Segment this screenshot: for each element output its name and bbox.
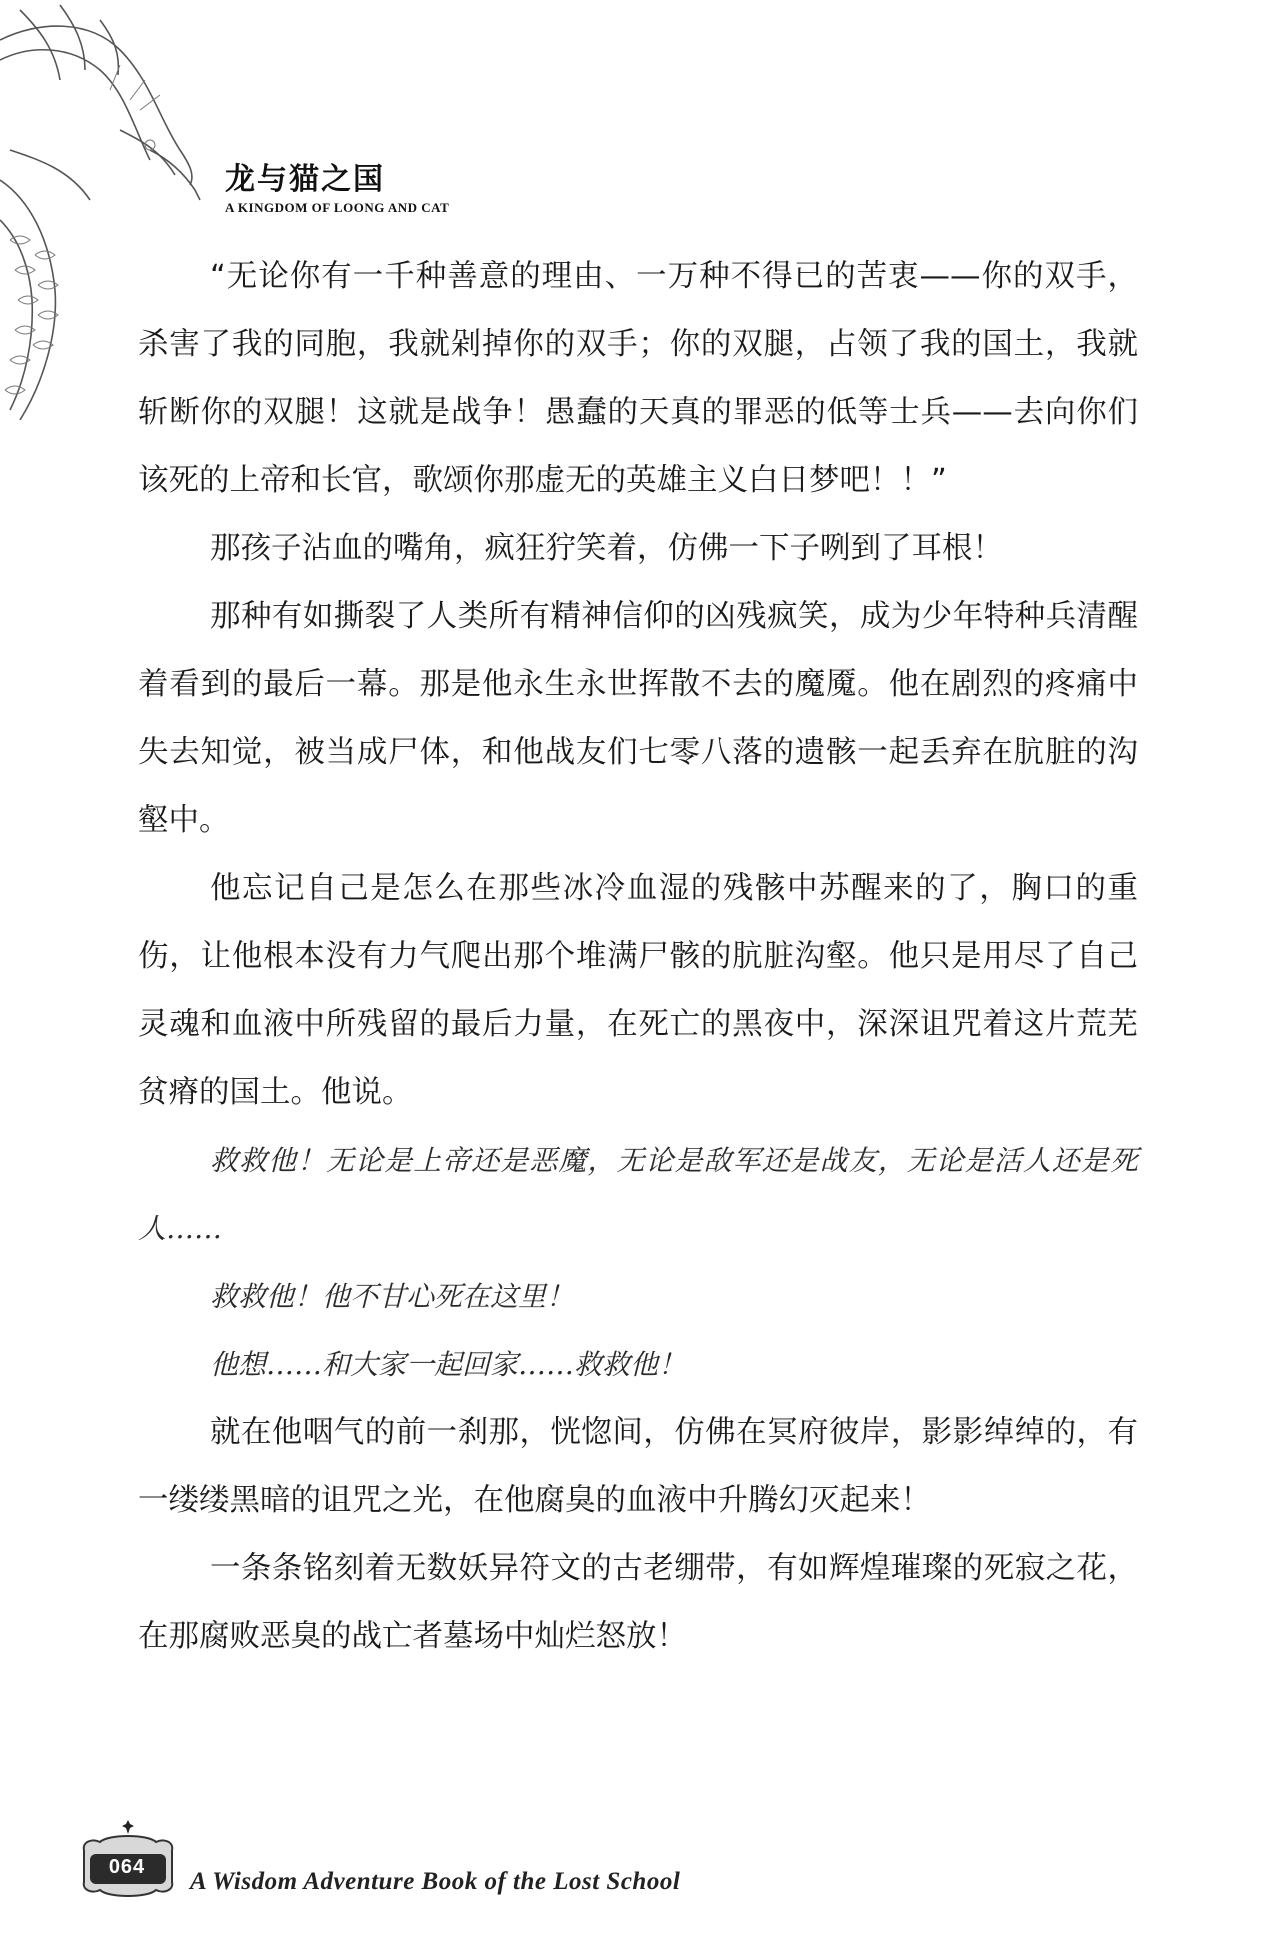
paragraph: 一条条铭刻着无数妖异符文的古老绷带，有如辉煌璀璨的死寂之花，在那腐败恶臭的战亡者墓场中灿烂怒放！ [138, 1551, 1138, 1654]
header-title-en: A KINGDOM OF LOONG AND CAT [225, 200, 450, 215]
italic-paragraph: 救救他！他不甘心死在这里！ [210, 1280, 575, 1313]
body-text [138, 243, 1138, 1671]
italic-paragraph: 救救他！无论是上帝还是恶魔，无论是敌军还是战友，无论是活人还是死人…… [138, 1144, 1138, 1245]
series-title: A Wisdom Adventure Book of the Lost School [190, 1868, 681, 1895]
paragraph: 那孩子沾血的嘴角，疯狂狞笑着，仿佛一下子咧到了耳根！ [210, 531, 1003, 566]
header-title-cn: 龙与猫之国 [225, 162, 385, 197]
paragraph: “无论你有一千种善意的理由、一万种不得已的苦衷——你的双手，杀害了我的同胞，我就剁掉你的双手；你的双腿，占领了我的国土，我就斩断你的双腿！这就是战争！愚蠢的天真的罪恶的低等士兵——去向你们该死的上帝和长官，歌颂你那虚无的英雄主义白日梦吧！！” [138, 259, 1138, 498]
italic-paragraph: 他想……和大家一起回家……救救他！ [210, 1348, 687, 1381]
paragraph: 就在他咽气的前一刹那，恍惚间，仿佛在冥府彼岸，影影绰绰的，有一缕缕黑暗的诅咒之光，在他腐臭的血液中升腾幻灭起来！ [138, 1415, 1138, 1518]
running-header [225, 162, 449, 216]
page-number: 064 [108, 1856, 146, 1878]
paragraph: 那种有如撕裂了人类所有精神信仰的凶残疯笑，成为少年特种兵清醒着看到的最后一幕。那是他永生永世挥散不去的魔魇。他在剧烈的疼痛中失去知觉，被当成尸体，和他战友们七零八落的遗骸一起丢弃在肮脏的沟壑中。 [138, 599, 1138, 838]
paragraph: 他忘记自己是怎么在那些冰冷血湿的残骸中苏醒来的了，胸口的重伤，让他根本没有力气爬出那个堆满尸骸的肮脏沟壑。他只是用尽了自己灵魂和血液中所残留的最后力量，在死亡的黑夜中，深深诅咒着这片荒芜贫瘠的国土。他说。 [138, 871, 1138, 1110]
